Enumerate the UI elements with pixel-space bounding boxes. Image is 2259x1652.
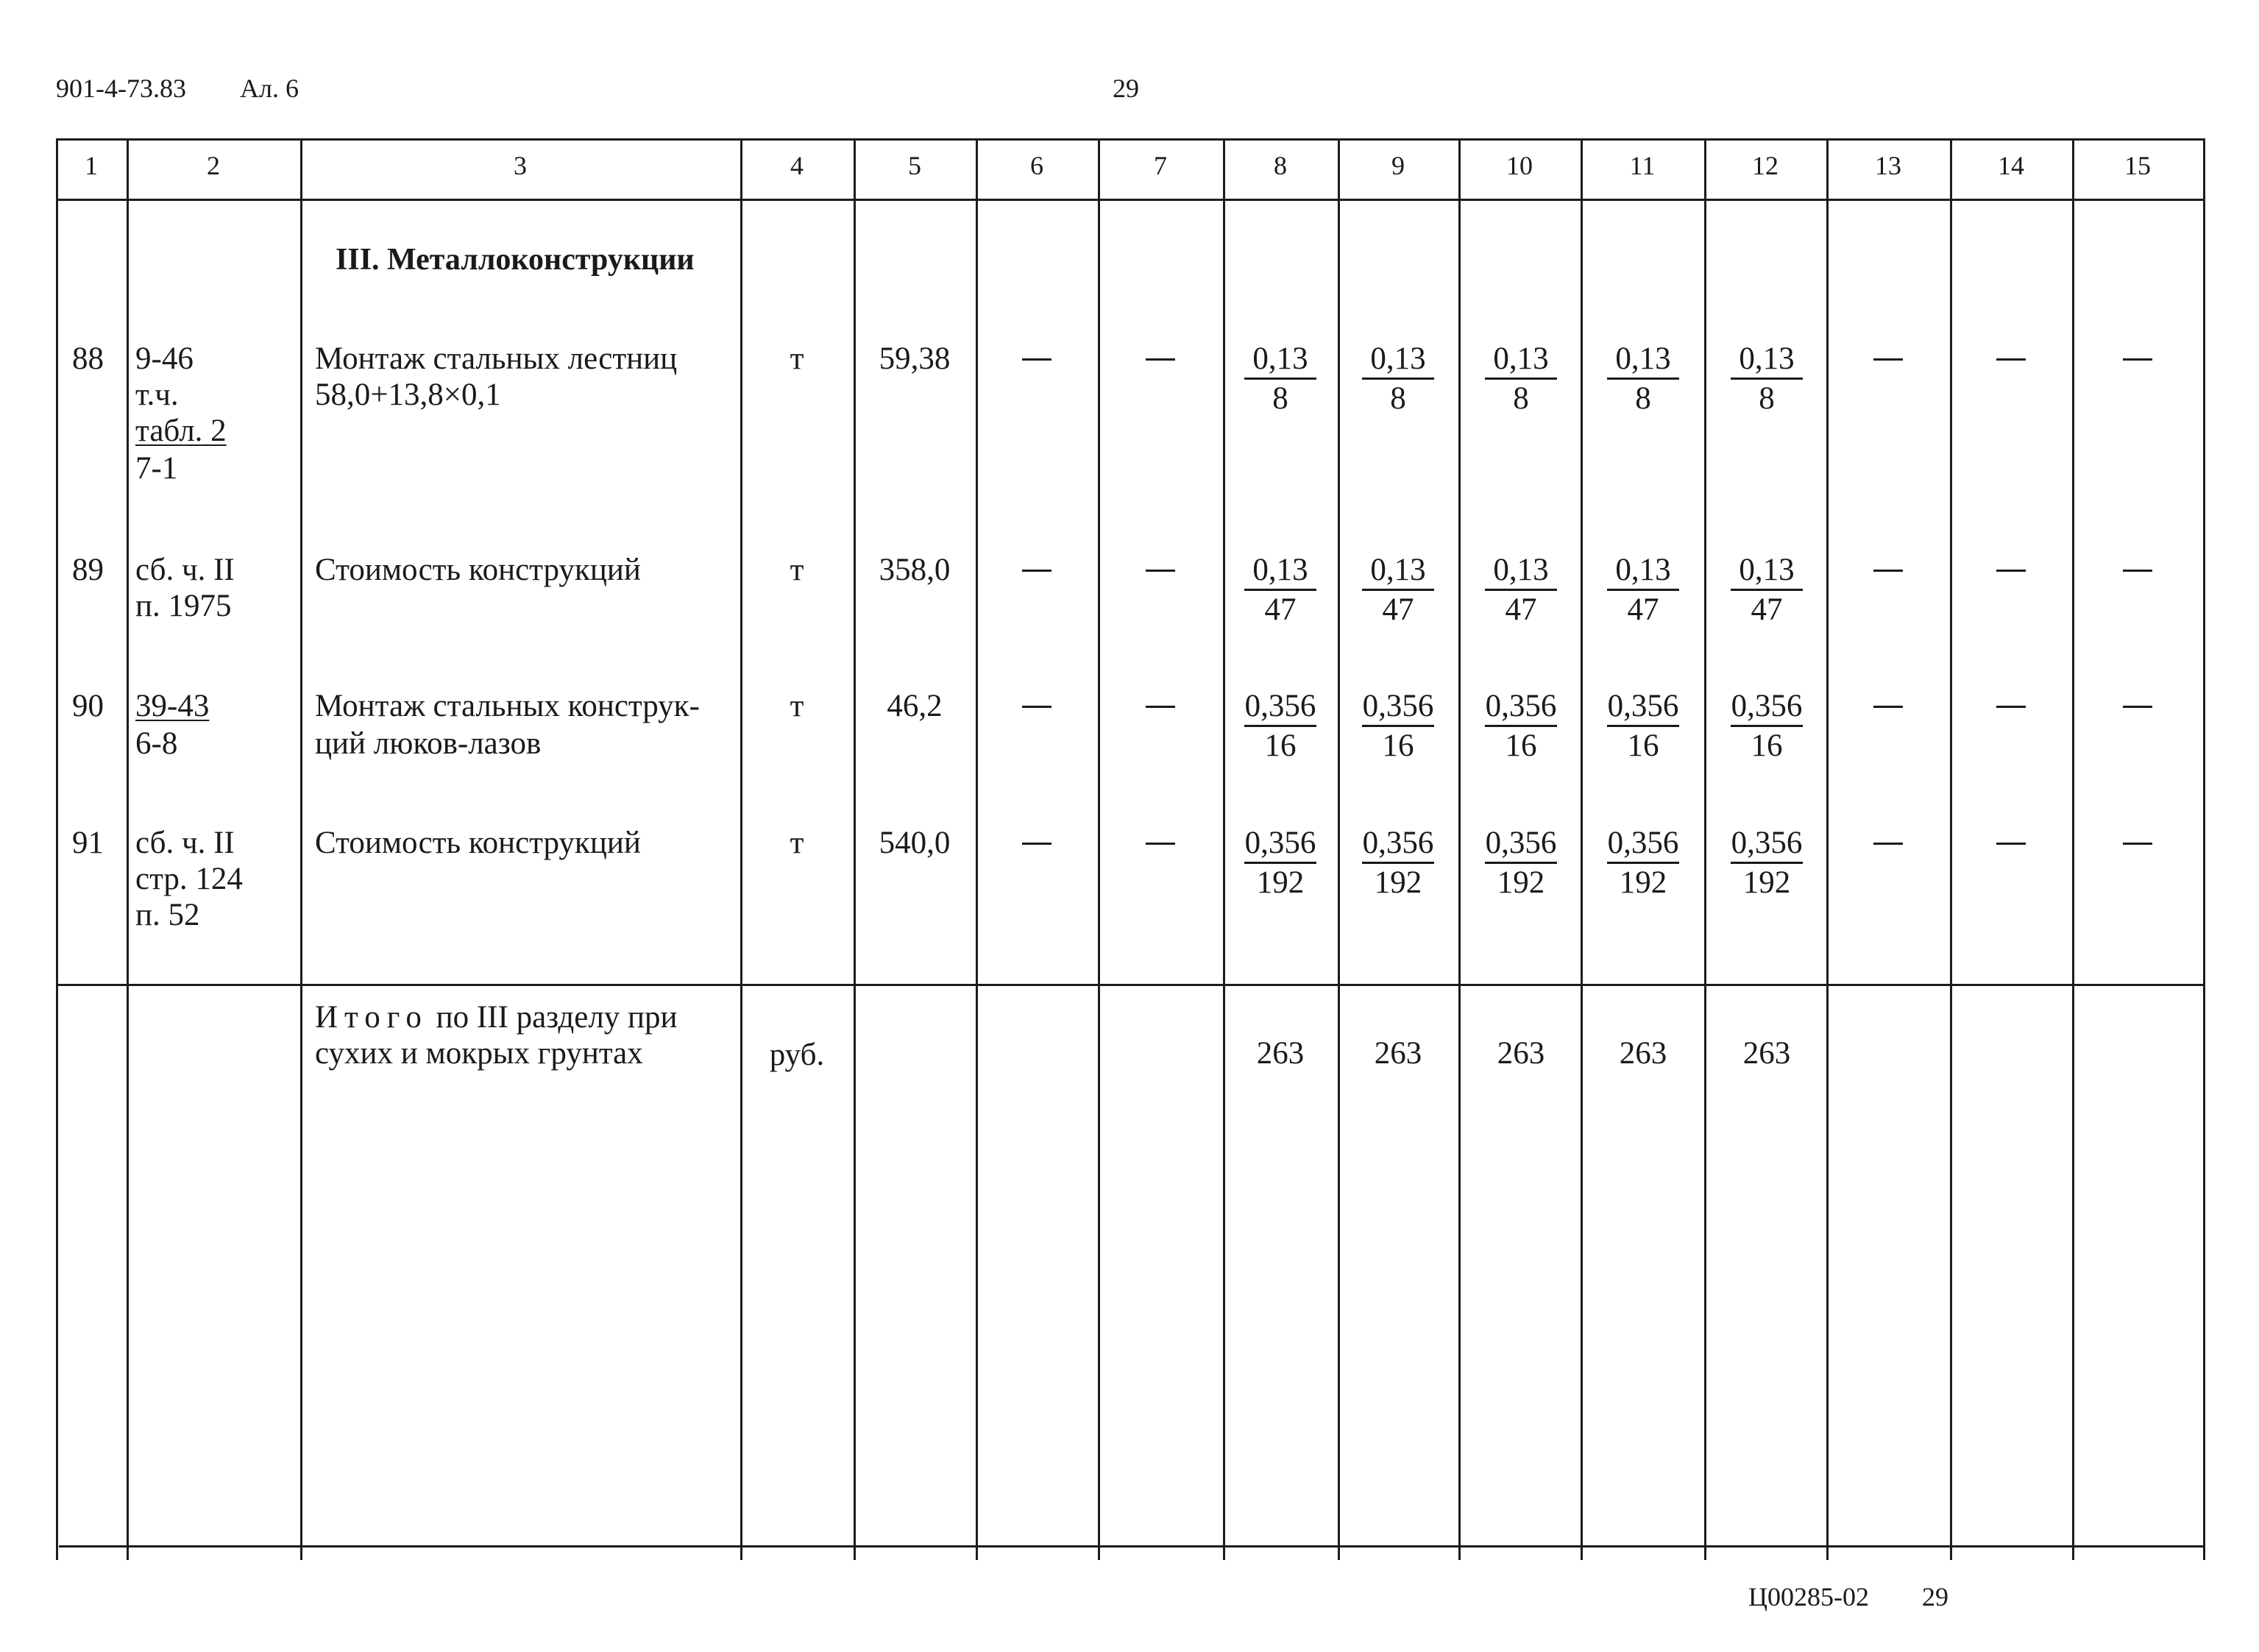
fraction-denominator: 8 bbox=[1272, 381, 1288, 416]
unit-price: 59,38 bbox=[879, 341, 951, 376]
total-value: 263 bbox=[1256, 1036, 1305, 1071]
norm-reference: стр. 124 bbox=[135, 862, 243, 896]
dash-mark bbox=[2123, 706, 2152, 708]
work-description: Монтаж стальных лестниц bbox=[315, 341, 678, 376]
row-number: 90 bbox=[72, 689, 104, 723]
col-divider bbox=[1704, 138, 1706, 1560]
row-number: 91 bbox=[72, 826, 104, 860]
dash-mark bbox=[1873, 843, 1903, 845]
fraction-numerator: 0,356 bbox=[1362, 826, 1434, 860]
col-divider bbox=[1338, 138, 1340, 1560]
fraction-denominator: 192 bbox=[1619, 865, 1667, 900]
col-divider bbox=[300, 138, 302, 1560]
fraction-numerator: 0,356 bbox=[1485, 689, 1557, 723]
footer-page-number: 29 bbox=[1922, 1582, 1948, 1612]
quantity-fraction bbox=[1358, 689, 1439, 764]
total-value: 263 bbox=[1497, 1036, 1545, 1071]
fraction-numerator: 0,13 bbox=[1615, 341, 1671, 376]
norm-reference: 6-8 bbox=[135, 726, 178, 761]
unit-price: 540,0 bbox=[879, 826, 951, 860]
fraction-denominator: 47 bbox=[1751, 592, 1783, 627]
row-number: 89 bbox=[72, 553, 104, 587]
fraction-numerator: 0,13 bbox=[1493, 341, 1549, 376]
fraction-denominator: 16 bbox=[1505, 728, 1537, 763]
fraction-denominator: 16 bbox=[1627, 728, 1659, 763]
col-divider bbox=[1826, 138, 1829, 1560]
norm-reference: 7-1 bbox=[135, 451, 178, 486]
fraction-denominator: 192 bbox=[1497, 865, 1545, 900]
row-number: 88 bbox=[72, 341, 104, 376]
column-number: 6 bbox=[1030, 151, 1043, 180]
column-number: 9 bbox=[1391, 151, 1405, 180]
quantity-fraction bbox=[1480, 826, 1561, 901]
dash-mark bbox=[1146, 706, 1175, 708]
fraction-numerator: 0,13 bbox=[1493, 553, 1549, 587]
column-number: 2 bbox=[207, 151, 220, 180]
album-number: Ал. 6 bbox=[240, 74, 299, 103]
fraction-numerator: 0,356 bbox=[1607, 826, 1679, 860]
fraction-numerator: 0,356 bbox=[1244, 689, 1316, 723]
work-description: Монтаж стальных конструк- bbox=[315, 689, 700, 723]
column-number: 7 bbox=[1154, 151, 1167, 180]
total-label-rest: по III разделу при bbox=[436, 1000, 678, 1035]
fraction-denominator: 47 bbox=[1627, 592, 1659, 627]
fraction-numerator: 0,13 bbox=[1739, 341, 1795, 376]
quantity-fraction bbox=[1603, 341, 1684, 416]
fraction-numerator: 0,13 bbox=[1739, 553, 1795, 587]
col-divider bbox=[56, 138, 58, 1560]
dash-mark bbox=[1146, 570, 1175, 572]
norm-reference: п. 1975 bbox=[135, 589, 232, 623]
footer-code: Ц00285-02 bbox=[1748, 1582, 1869, 1612]
fraction-denominator: 16 bbox=[1751, 728, 1783, 763]
quantity-fraction bbox=[1726, 341, 1807, 416]
quantity-fraction bbox=[1240, 826, 1321, 901]
quantity-fraction bbox=[1358, 826, 1439, 901]
quantity-fraction bbox=[1726, 826, 1807, 901]
norm-reference: т.ч. bbox=[135, 377, 179, 412]
fraction-denominator: 192 bbox=[1374, 865, 1422, 900]
column-number: 12 bbox=[1752, 151, 1779, 180]
quantity-fraction bbox=[1240, 689, 1321, 764]
col-divider bbox=[127, 138, 129, 1560]
column-number: 1 bbox=[85, 151, 98, 180]
dash-mark bbox=[1996, 570, 2026, 572]
quantity-fraction bbox=[1358, 553, 1439, 628]
fraction-numerator: 0,356 bbox=[1485, 826, 1557, 860]
dash-mark bbox=[2123, 843, 2152, 845]
column-number: 11 bbox=[1629, 151, 1656, 180]
table-bottom-border bbox=[59, 1545, 2205, 1548]
quantity-fraction bbox=[1480, 553, 1561, 628]
quantity-fraction bbox=[1240, 341, 1321, 416]
fraction-numerator: 0,356 bbox=[1731, 689, 1803, 723]
unit-price: 358,0 bbox=[879, 553, 951, 587]
fraction-denominator: 47 bbox=[1382, 592, 1414, 627]
quantity-fraction bbox=[1240, 553, 1321, 628]
quantity-fraction bbox=[1603, 826, 1684, 901]
total-unit: руб. bbox=[769, 1038, 825, 1072]
dash-mark bbox=[1022, 706, 1052, 708]
total-value: 263 bbox=[1374, 1036, 1422, 1071]
dash-mark bbox=[1022, 843, 1052, 845]
unit: т bbox=[790, 553, 804, 587]
quantity-fraction bbox=[1726, 553, 1807, 628]
dash-mark bbox=[1873, 358, 1903, 361]
fraction-denominator: 16 bbox=[1382, 728, 1414, 763]
col-divider bbox=[2072, 138, 2074, 1560]
col-divider bbox=[1098, 138, 1100, 1560]
fraction-numerator: 0,13 bbox=[1615, 553, 1671, 587]
quantity-fraction bbox=[1603, 553, 1684, 628]
dash-mark bbox=[1146, 843, 1175, 845]
column-number: 4 bbox=[790, 151, 804, 180]
total-label-prefix: Итого bbox=[315, 1000, 428, 1035]
col-divider bbox=[1223, 138, 1225, 1560]
col-divider bbox=[1950, 138, 1952, 1560]
fraction-numerator: 0,13 bbox=[1252, 341, 1308, 376]
work-description: 58,0+13,8×0,1 bbox=[315, 377, 501, 412]
col-divider bbox=[2203, 138, 2205, 1560]
dash-mark bbox=[1873, 570, 1903, 572]
column-number: 8 bbox=[1274, 151, 1287, 180]
fraction-numerator: 0,356 bbox=[1362, 689, 1434, 723]
col-divider bbox=[1581, 138, 1583, 1560]
dash-mark bbox=[1146, 358, 1175, 361]
norm-reference: табл. 2 bbox=[135, 414, 227, 448]
total-value: 263 bbox=[1619, 1036, 1667, 1071]
column-number: 13 bbox=[1875, 151, 1901, 180]
total-label-line2: сухих и мокрых грунтах bbox=[315, 1036, 643, 1071]
column-number: 5 bbox=[908, 151, 921, 180]
page-number-top: 29 bbox=[1113, 74, 1139, 103]
column-number: 3 bbox=[514, 151, 527, 180]
col-divider bbox=[976, 138, 978, 1560]
quantity-fraction bbox=[1358, 341, 1439, 416]
dash-mark bbox=[2123, 570, 2152, 572]
norm-reference: 9-46 bbox=[135, 341, 194, 376]
unit: т bbox=[790, 826, 804, 860]
dash-mark bbox=[1873, 706, 1903, 708]
dash-mark bbox=[1022, 358, 1052, 361]
work-description: Стоимость конструкций bbox=[315, 826, 641, 860]
dash-mark bbox=[1996, 358, 2026, 361]
norm-reference: п. 52 bbox=[135, 898, 200, 932]
norm-reference: сб. ч. II bbox=[135, 553, 235, 587]
fraction-numerator: 0,13 bbox=[1252, 553, 1308, 587]
fraction-numerator: 0,13 bbox=[1370, 341, 1426, 376]
fraction-numerator: 0,356 bbox=[1731, 826, 1803, 860]
column-number: 10 bbox=[1506, 151, 1533, 180]
total-label bbox=[315, 999, 678, 1036]
fraction-denominator: 192 bbox=[1742, 865, 1791, 900]
section-title: III. Металлоконструкции bbox=[336, 243, 695, 277]
work-description: ций люков-лазов bbox=[315, 726, 542, 761]
unit: т bbox=[790, 341, 804, 376]
col-divider bbox=[1458, 138, 1461, 1560]
fraction-denominator: 192 bbox=[1256, 865, 1305, 900]
fraction-denominator: 8 bbox=[1635, 381, 1651, 416]
fraction-numerator: 0,356 bbox=[1244, 826, 1316, 860]
quantity-fraction bbox=[1603, 689, 1684, 764]
unit-price: 46,2 bbox=[887, 689, 943, 723]
unit: т bbox=[790, 689, 804, 723]
norm-reference: сб. ч. II bbox=[135, 826, 235, 860]
document-code: 901-4-73.83 bbox=[56, 74, 186, 103]
fraction-denominator: 8 bbox=[1390, 381, 1406, 416]
table-top-border bbox=[56, 138, 2203, 141]
total-value: 263 bbox=[1742, 1036, 1791, 1071]
total-row-border bbox=[56, 984, 2203, 986]
fraction-numerator: 0,356 bbox=[1607, 689, 1679, 723]
dash-mark bbox=[1996, 843, 2026, 845]
dash-mark bbox=[1996, 706, 2026, 708]
dash-mark bbox=[1022, 570, 1052, 572]
fraction-denominator: 47 bbox=[1505, 592, 1537, 627]
fraction-numerator: 0,13 bbox=[1370, 553, 1426, 587]
fraction-denominator: 16 bbox=[1264, 728, 1297, 763]
column-number: 15 bbox=[2124, 151, 2151, 180]
quantity-fraction bbox=[1726, 689, 1807, 764]
header-row-border bbox=[56, 199, 2203, 201]
quantity-fraction bbox=[1480, 341, 1561, 416]
quantity-fraction bbox=[1480, 689, 1561, 764]
work-description: Стоимость конструкций bbox=[315, 553, 641, 587]
fraction-denominator: 8 bbox=[1759, 381, 1775, 416]
column-number: 14 bbox=[1998, 151, 2024, 180]
dash-mark bbox=[2123, 358, 2152, 361]
fraction-denominator: 8 bbox=[1513, 381, 1529, 416]
norm-reference: 39-43 bbox=[135, 689, 210, 723]
fraction-denominator: 47 bbox=[1264, 592, 1297, 627]
